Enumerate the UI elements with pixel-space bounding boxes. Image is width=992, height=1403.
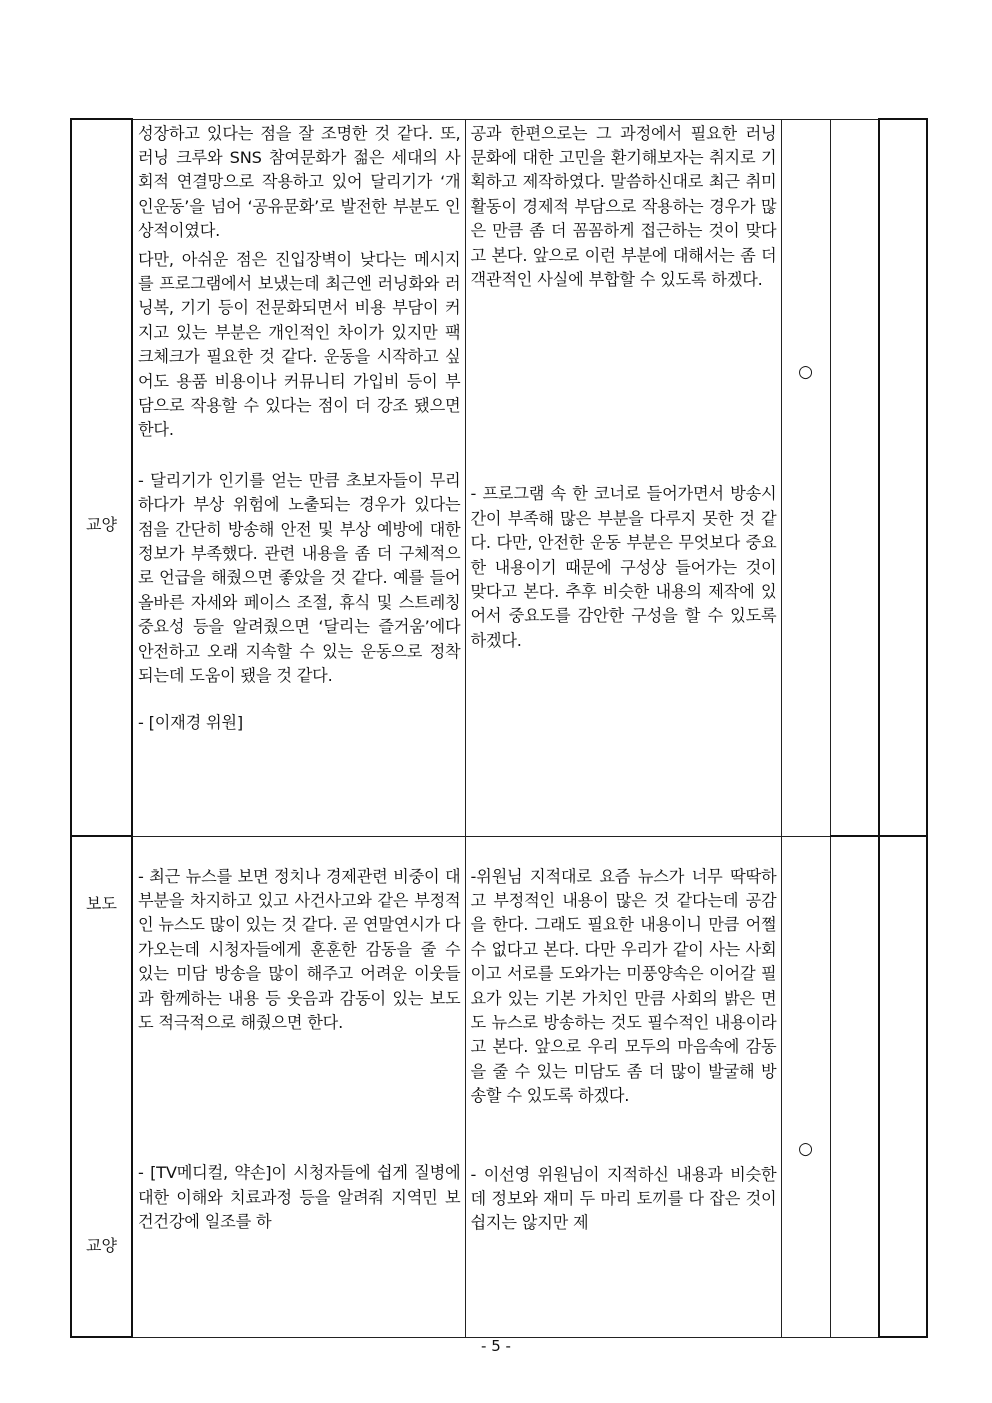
empty-cell [830,836,879,1337]
page-number: - 5 - [481,1337,511,1355]
check-mark: ○ [798,1138,813,1159]
category-cell [71,119,132,836]
response-paragraph: 공과 한편으로는 그 과정에서 필요한 러닝 문화에 대한 고민을 환기해보자는 취지로 기획하고 제작하였다. 말씀하신대로 최근 취미활동이 경제적 부담으로 작용하는 경우가 많은 만큼 좀 더 꼼꼼하게 접근하는 것이 맞다고 본다. 앞으로 이런 부분에 대해서는 좀 더 객관적인 사실에 부합할 수 있도록 하겠다. [470,123,777,289]
opinion-paragraph: 성장하고 있다는 점을 잘 조명한 것 같다. 또, 러닝 크루와 SNS 참여문화가 젊은 세대의 사회적 연결망으로 작용하고 있어 달리기가 ‘개인운동’을 넘어 ‘공유문화’로 발전한 부분도 인상적이였다. [138,123,461,241]
opinion-cell [132,836,465,1337]
empty-cell [879,119,927,836]
review-table [70,118,928,1338]
response-paragraph: - 이선영 위원님이 지적하신 내용과 비슷한데 정보와 재미 두 마리 토끼를 다 잡은 것이 쉽지는 않지만 제 [470,1164,777,1233]
opinion-cell [132,119,465,836]
table-row [71,119,927,836]
category-cell [71,836,132,1337]
category-label: 보도 [86,894,117,913]
response-cell [465,836,781,1337]
opinion-author: - [이재경 위원] [138,713,243,733]
table-row [71,836,927,1337]
category-label: 교양 [86,515,117,534]
response-paragraph: -위원님 지적대로 요즘 뉴스가 너무 딱딱하고 부정적인 내용이 많은 것 같다는데 공감을 한다. 그래도 필요한 내용이니 만큼 어쩔수 없다고 본다. 다만 우리가 같이 사는 사회이고 서로를 도와가는 미풍양속은 이어갈 필요가 있는 기본 가치인 만큼 사회의 밝은 면도 뉴스로 방송하는 것도 필수적인 내용이라고 본다. 앞으로 우리 모두의 마음속에 감동을 줄 수 있는 미담도 좀 더 많이 발굴해 방송할 수 있도록 하겠다. [470,866,777,1106]
response-cell [465,119,781,836]
check-cell [781,119,830,836]
opinion-paragraph: - [TV메디컬, 약손]이 시청자들에 쉽게 질병에 대한 이해와 치료과정 등을 알려줘 지역민 보건건강에 일조를 하 [138,1163,461,1232]
opinion-paragraph: - 달리기가 인기를 얻는 만큼 초보자들이 무리하다가 부상 위험에 노출되는 경우가 있다는 점을 간단히 방송해 안전 및 부상 예방에 대한 정보가 부족했다. 관련 내용을 좀 더 구체적으로 언급을 해줬으면 좋았을 것 같다. 예를 들어 올바른 자세와 페이스 조절, 휴식 및 스트레칭 중요성 등을 알려줬으면 ‘달리는 즐거움’에다 안전하고 오래 지속할 수 있는 운동으로 정착되는데 도움이 됐을 것 같다. [138,470,461,686]
empty-cell [879,836,927,1337]
opinion-paragraph: 다만, 아쉬운 점은 진입장벽이 낮다는 메시지를 프로그램에서 보냈는데 최근엔 러닝화와 러닝복, 기기 등이 전문화되면서 비용 부담이 커지고 있는 부분은 개인적인 차이가 있지만 팩크체크가 필요한 것 같다. 운동을 시작하고 싶어도 용품 비용이나 커뮤니티 가입비 등이 부담으로 작용할 수 있다는 점이 더 강조 됐으면 한다. [138,249,461,440]
check-mark: ○ [798,361,813,382]
opinion-paragraph: - 최근 뉴스를 보면 정치나 경제관련 비중이 대부분을 차지하고 있고 사건사고와 같은 부정적인 뉴스도 많이 있는 것 같다. 곧 연말연시가 다가오는데 시청자들에게 훈훈한 감동을 줄 수 있는 미담 방송을 많이 해주고 어려운 이웃들과 함께하는 내용 등 웃음과 감동이 있는 보도도 적극적으로 해줬으면 한다. [138,866,461,1032]
response-paragraph: - 프로그램 속 한 코너로 들어가면서 방송시간이 부족해 많은 부분을 다루지 못한 것 같다. 다만, 안전한 운동 부분은 무엇보다 중요한 내용이기 때문에 구성상 들어가는 것이 맞다고 본다. 추후 비슷한 내용의 제작에 있어서 중요도를 감안한 구성을 할 수 있도록 하겠다. [470,484,777,650]
empty-cell [830,119,879,836]
check-cell [781,836,830,1337]
category-label: 교양 [86,1236,117,1255]
